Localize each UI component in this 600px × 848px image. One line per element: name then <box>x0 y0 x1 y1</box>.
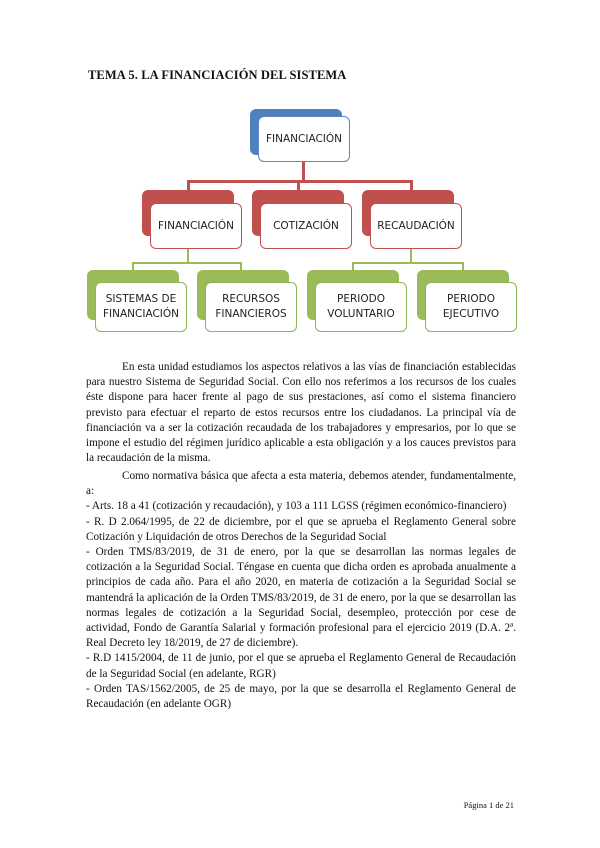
connector-line <box>187 180 413 183</box>
connector-line <box>302 162 305 180</box>
normativa-block <box>86 469 516 712</box>
node-financiacion: FINANCIACIÓN <box>150 203 242 249</box>
normativa-item: - Arts. 18 a 41 (cotización y recaudación), y 103 a 111 LGSS (régimen económico-financiero) <box>86 500 507 513</box>
page-number: Página 1 de 21 <box>463 800 514 810</box>
connector-line <box>410 249 412 263</box>
intro-paragraph: En esta unidad estudiamos los aspectos relativos a las vías de financiación establecidas para nuestro Sistema de Seguridad Social. Con ello nos referimos a los recursos de los cuales éste dispone para hacer frente al pago de sus prestaciones, así como el sistema financiero previsto para efectuar el reparto de estos recursos entre los ciudadanos. La principal vía de financiación va a ser la cotización recaudada de los trabajadores y empresarios, por lo que se impone el estudio del régimen jurídico aplicable a esta obligación y a los cauces previstos para la recaudación de la misma. <box>86 361 516 465</box>
normativa-item: - Orden TAS/1562/2005, de 25 de mayo, por la que se desarrolla el Reglamento General de Recaudación (en adelante OGR) <box>86 682 516 711</box>
connector-line <box>187 249 189 263</box>
node-periodo-voluntario: PERIODO VOLUNTARIO <box>315 282 407 332</box>
root-node: FINANCIACIÓN <box>258 116 350 162</box>
node-recaudacion: RECAUDACIÓN <box>370 203 462 249</box>
normativa-item: - Orden TMS/83/2019, de 31 de enero, por la que se desarrollan las normas legales de cotización a la Seguridad Social. Téngase en cuenta que dicha orden es aprobada anualmente a principios de cada año. Para el año 2020, en materia de cotización a la Seguridad Social se mantendrá la aplicación de la Orden TMS/83/2019, de 31 de enero, por la que se desarrollan las normas legales de cotización a la Seguridad Social, desempleo, protección por cese de actividad, Fondo de Garantía Salarial y formación profesional para el ejercicio 2019 (D.A. 2ª. Real Decreto ley 18/2019, de 27 de diciembre). <box>86 546 516 650</box>
page-title: TEMA 5. LA FINANCIACIÓN DEL SISTEMA <box>88 68 347 82</box>
connector-line <box>132 262 242 264</box>
connector-line <box>352 262 464 264</box>
node-sistemas-financiacion: SISTEMAS DE FINANCIACIÓN <box>95 282 187 332</box>
node-periodo-ejecutivo: PERIODO EJECUTIVO <box>425 282 517 332</box>
intro-paragraph-block <box>86 360 516 466</box>
normativa-item: - R. D 2.064/1995, de 22 de diciembre, por el que se aprueba el Reglamento General sobre Cotización y Liquidación de otros Derechos de la Seguridad Social <box>86 515 516 543</box>
normativa-intro: Como normativa básica que afecta a esta materia, debemos atender, fundamentalmente, a: <box>86 470 516 498</box>
normativa-item: - R.D 1415/2004, de 11 de junio, por el que se aprueba el Reglamento General de Recaudación de la Seguridad Social (en adelante, RGR) <box>86 652 516 680</box>
node-cotizacion: COTIZACIÓN <box>260 203 352 249</box>
node-recursos-financieros: RECURSOS FINANCIEROS <box>205 282 297 332</box>
